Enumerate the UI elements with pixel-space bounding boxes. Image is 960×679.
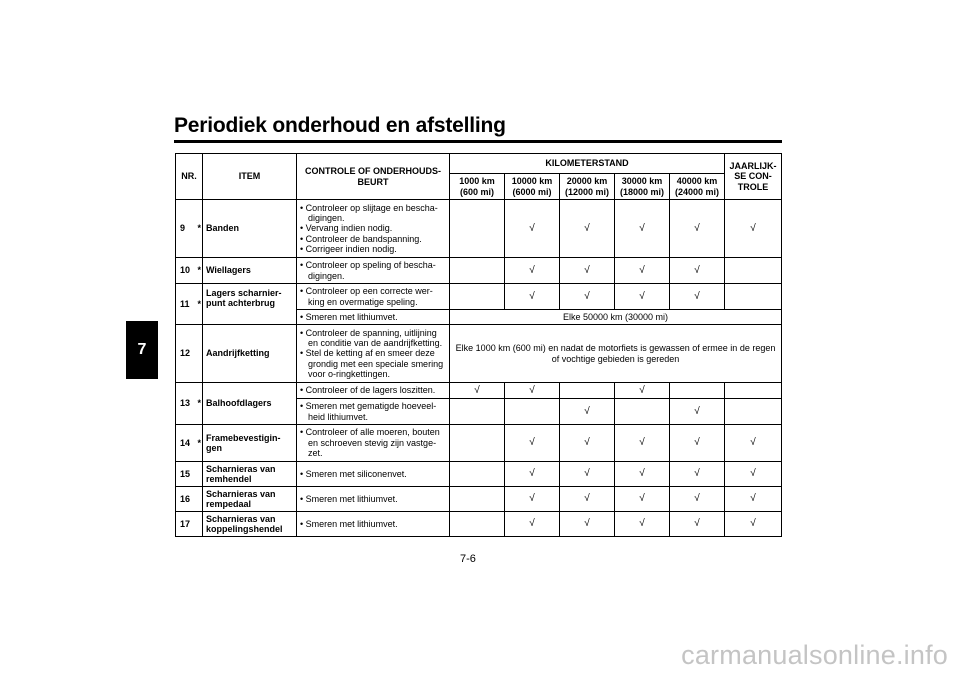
check-cell: √ bbox=[670, 512, 725, 537]
bullet: • Smeren met lithiumvet. bbox=[300, 312, 446, 322]
check-cell: √ bbox=[670, 284, 725, 310]
table-row bbox=[176, 325, 782, 383]
bullet: • Smeren met lithiumvet. bbox=[300, 494, 446, 504]
table-row bbox=[176, 258, 782, 284]
table-row bbox=[176, 487, 782, 512]
check-cell bbox=[615, 399, 670, 425]
check-cell: √ bbox=[560, 512, 615, 537]
header-km-10000: 10000 km (6000 mi) bbox=[505, 174, 560, 200]
header-km-40000: 40000 km (24000 mi) bbox=[670, 174, 725, 200]
row-check bbox=[297, 200, 450, 258]
header-nr: NR. bbox=[176, 154, 203, 200]
bullet: • Controleer de spanning, uitlijning en conditie van de aandrijfketting. bbox=[300, 328, 446, 349]
table-row bbox=[176, 425, 782, 462]
bullet: • Controleer op slijtage en bescha-digingen. bbox=[300, 203, 446, 224]
check-cell: √ bbox=[670, 462, 725, 487]
check-cell: √ bbox=[560, 258, 615, 284]
check-cell: √ bbox=[670, 425, 725, 462]
check-cell bbox=[560, 383, 615, 399]
check-cell: √ bbox=[670, 258, 725, 284]
check-cell: √ bbox=[725, 200, 782, 258]
title-rule bbox=[174, 140, 782, 143]
bullet: • Smeren met lithiumvet. bbox=[300, 519, 446, 529]
check-cell: √ bbox=[725, 462, 782, 487]
row-item: Scharnieras van remhendel bbox=[203, 462, 297, 487]
page-number: 7-6 bbox=[460, 553, 476, 565]
check-cell: √ bbox=[615, 487, 670, 512]
check-cell: √ bbox=[615, 383, 670, 399]
row-number: 11 bbox=[176, 284, 197, 325]
table-row bbox=[176, 512, 782, 537]
check-cell: √ bbox=[505, 200, 560, 258]
chapter-tab: 7 bbox=[126, 321, 158, 379]
row-check bbox=[297, 462, 450, 487]
check-cell: √ bbox=[505, 487, 560, 512]
row-item: Aandrijfketting bbox=[203, 325, 297, 383]
check-cell bbox=[450, 462, 505, 487]
row-check bbox=[297, 487, 450, 512]
watermark: carmanualsonline.info bbox=[681, 640, 948, 670]
row-item: Banden bbox=[203, 200, 297, 258]
check-cell: √ bbox=[670, 200, 725, 258]
bullet: • Smeren met gematigde hoeveel-heid lithiumvet. bbox=[300, 401, 446, 422]
check-cell bbox=[725, 284, 782, 310]
bullet: • Controleer of alle moeren, bouten en schroeven stevig zijn vastge-zet. bbox=[300, 427, 446, 458]
table-row bbox=[176, 383, 782, 399]
check-cell: √ bbox=[560, 462, 615, 487]
header-km-30000: 30000 km (18000 mi) bbox=[615, 174, 670, 200]
row-item: Scharnieras van rempedaal bbox=[203, 487, 297, 512]
header-km-1000: 1000 km (600 mi) bbox=[450, 174, 505, 200]
asterisk: * bbox=[197, 383, 203, 425]
check-cell: √ bbox=[560, 399, 615, 425]
interval-note: Elke 50000 km (30000 mi) bbox=[450, 310, 782, 325]
check-cell: √ bbox=[670, 399, 725, 425]
interval-note: Elke 1000 km (600 mi) en nadat de motorfiets is gewassen of ermee in de regen of vochtige gebieden is gereden bbox=[450, 325, 782, 383]
bullet: • Corrigeer indien nodig. bbox=[300, 244, 446, 254]
check-cell: √ bbox=[615, 258, 670, 284]
check-cell: √ bbox=[505, 383, 560, 399]
row-check bbox=[297, 512, 450, 537]
check-cell: √ bbox=[615, 200, 670, 258]
row-item: Framebevestigin-gen bbox=[203, 425, 297, 462]
bullet: • Controleer op speling of bescha-digingen. bbox=[300, 260, 446, 281]
bullet: • Vervang indien nodig. bbox=[300, 223, 446, 233]
row-check bbox=[297, 425, 450, 462]
row-check bbox=[297, 310, 450, 325]
row-number: 17 bbox=[176, 512, 197, 537]
asterisk: * bbox=[197, 200, 203, 258]
page-title: Periodiek onderhoud en afstelling bbox=[174, 114, 506, 137]
row-check bbox=[297, 399, 450, 425]
check-cell: √ bbox=[615, 425, 670, 462]
row-check bbox=[297, 258, 450, 284]
check-cell bbox=[450, 200, 505, 258]
bullet: • Controleer op een correcte wer-king en overmatige speling. bbox=[300, 286, 446, 307]
check-cell bbox=[450, 399, 505, 425]
row-check bbox=[297, 284, 450, 310]
check-cell: √ bbox=[560, 284, 615, 310]
check-cell: √ bbox=[560, 200, 615, 258]
check-cell: √ bbox=[725, 425, 782, 462]
header-check: CONTROLE OF ONDERHOUDS-BEURT bbox=[297, 154, 450, 200]
check-cell: √ bbox=[505, 258, 560, 284]
row-item: Wiellagers bbox=[203, 258, 297, 284]
row-number: 15 bbox=[176, 462, 197, 487]
check-cell: √ bbox=[615, 512, 670, 537]
row-item: Scharnieras van koppelingshendel bbox=[203, 512, 297, 537]
check-cell bbox=[450, 487, 505, 512]
row-number: 12 bbox=[176, 325, 197, 383]
check-cell bbox=[725, 399, 782, 425]
table-row bbox=[176, 462, 782, 487]
asterisk: * bbox=[197, 284, 203, 325]
row-check bbox=[297, 383, 450, 399]
header-km-group: KILOMETERSTAND bbox=[450, 154, 725, 174]
check-cell: √ bbox=[615, 462, 670, 487]
check-cell bbox=[450, 258, 505, 284]
row-check bbox=[297, 325, 450, 383]
asterisk: * bbox=[197, 258, 203, 284]
bullet: • Smeren met siliconenvet. bbox=[300, 469, 446, 479]
check-cell bbox=[450, 284, 505, 310]
bullet: • Stel de ketting af en smeer deze grondig met een speciale smering voor o-ringkettingen. bbox=[300, 348, 446, 379]
check-cell bbox=[725, 258, 782, 284]
check-cell: √ bbox=[505, 425, 560, 462]
header-item: ITEM bbox=[203, 154, 297, 200]
row-number: 13 bbox=[176, 383, 197, 425]
check-cell: √ bbox=[725, 512, 782, 537]
check-cell: √ bbox=[505, 284, 560, 310]
row-item: Lagers scharnier-punt achterbrug bbox=[203, 284, 297, 325]
maintenance-table bbox=[175, 153, 782, 537]
check-cell: √ bbox=[615, 284, 670, 310]
row-number: 9 bbox=[176, 200, 197, 258]
check-cell bbox=[450, 425, 505, 462]
check-cell bbox=[725, 383, 782, 399]
row-number: 10 bbox=[176, 258, 197, 284]
check-cell: √ bbox=[505, 512, 560, 537]
row-number: 16 bbox=[176, 487, 197, 512]
row-item: Balhoofdlagers bbox=[203, 383, 297, 425]
check-cell: √ bbox=[450, 383, 505, 399]
check-cell bbox=[670, 383, 725, 399]
row-number: 14 bbox=[176, 425, 197, 462]
check-cell: √ bbox=[560, 425, 615, 462]
check-cell: √ bbox=[725, 487, 782, 512]
bullet: • Controleer of de lagers loszitten. bbox=[300, 385, 446, 395]
check-cell bbox=[505, 399, 560, 425]
check-cell: √ bbox=[670, 487, 725, 512]
bullet: • Controleer de bandspanning. bbox=[300, 234, 446, 244]
table-row bbox=[176, 200, 782, 258]
header-annual: JAARLIJK-SE CON-TROLE bbox=[725, 154, 782, 200]
header-km-20000: 20000 km (12000 mi) bbox=[560, 174, 615, 200]
check-cell: √ bbox=[505, 462, 560, 487]
asterisk: * bbox=[197, 425, 203, 462]
table-row bbox=[176, 284, 782, 310]
check-cell bbox=[450, 512, 505, 537]
check-cell: √ bbox=[560, 487, 615, 512]
